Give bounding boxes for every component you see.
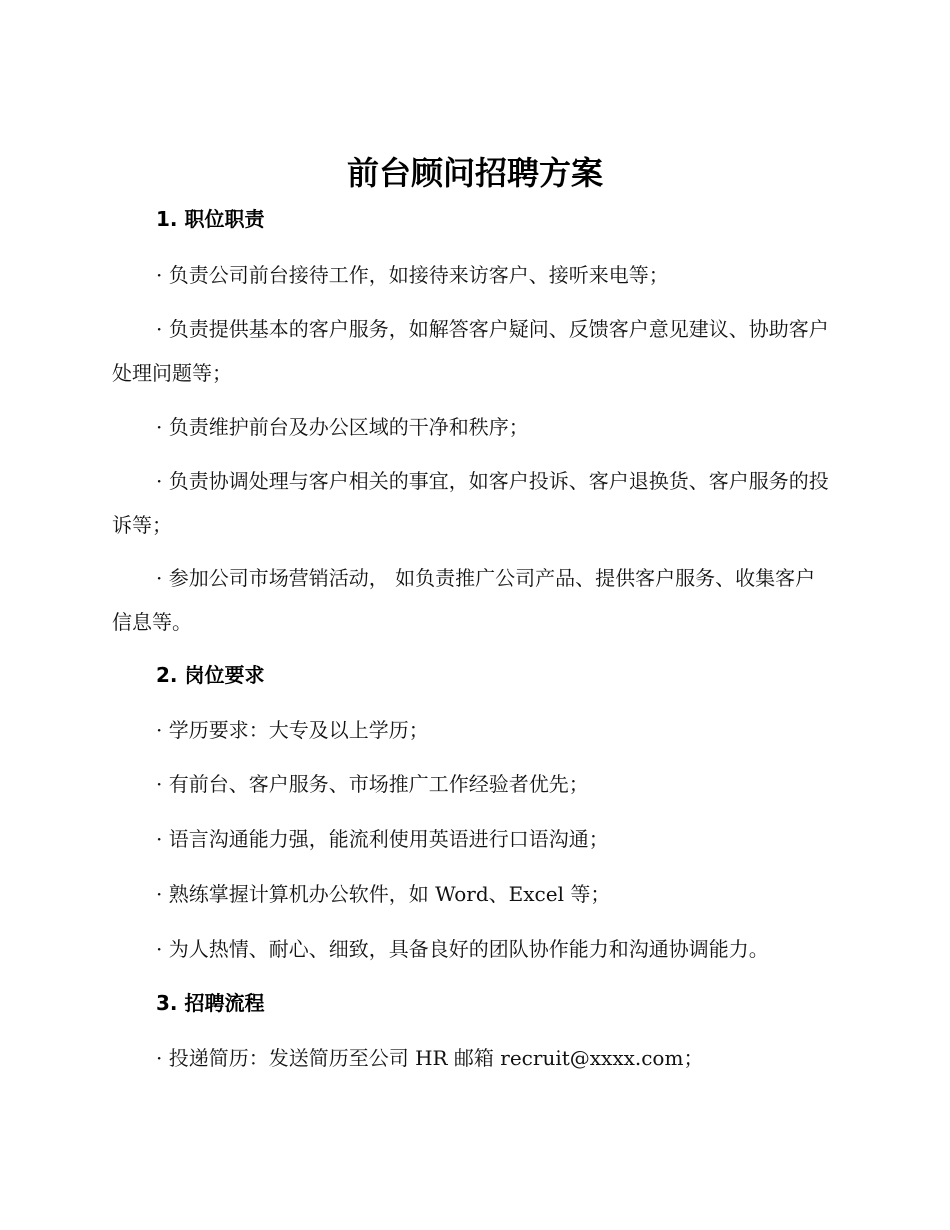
section-heading-requirements: 2. 岗位要求 [156,663,265,687]
list-item: · 为人热情、耐心、细致，具备良好的团队协作能力和沟通协调能力。 [156,937,769,961]
list-item: · 负责公司前台接待工作，如接待来访客户、接听来电等； [156,263,669,287]
list-item: · 负责协调处理与客户相关的事宜，如客户投诉、客户退换货、客户服务的投诉等； [112,469,829,537]
section-heading-responsibilities: 1. 职位职责 [156,207,265,231]
list-item: · 参加公司市场营销活动， 如负责推广公司产品、提供客户服务、收集客户信息等。 [112,566,816,634]
list-item: · 负责维护前台及办公区域的干净和秩序； [156,415,529,439]
list-item: · 熟练掌握计算机办公软件，如 Word、Excel 等； [156,882,611,906]
list-item: · 有前台、客户服务、市场推广工作经验者优先； [156,772,589,796]
list-item: · 投递简历：发送简历至公司 HR 邮箱 recruit@xxxx.com； [156,1046,704,1070]
list-item: · 负责提供基本的客户服务，如解答客户疑问、反馈客户意见建议、协助客户处理问题等； [112,317,829,385]
list-item: · 语言沟通能力强，能流利使用英语进行口语沟通； [156,827,609,851]
document-title: 前台顾问招聘方案 [346,154,603,192]
list-item: · 学历要求：大专及以上学历； [156,718,429,742]
section-heading-process: 3. 招聘流程 [156,991,265,1015]
